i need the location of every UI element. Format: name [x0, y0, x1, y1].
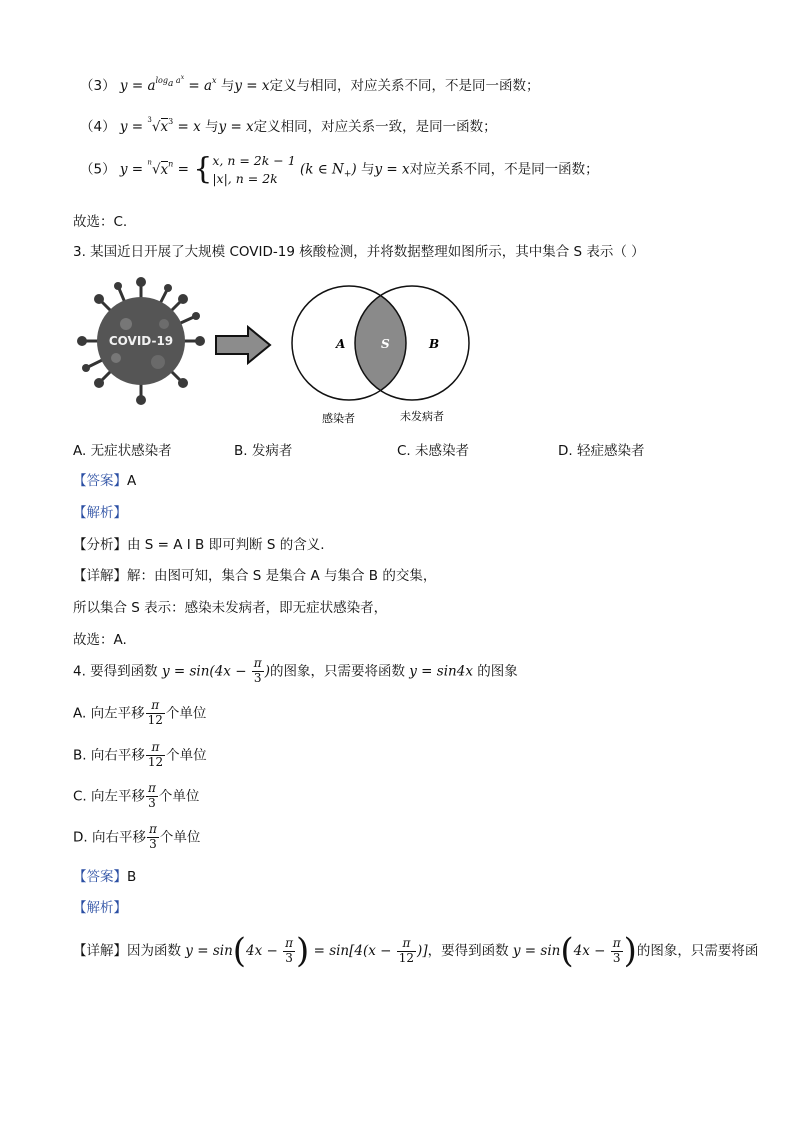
q3-option-c: C. 未感染者 — [397, 443, 470, 459]
q4-analysis-tag: 【解析】 — [73, 900, 127, 916]
q4-answer: 【答案】B — [73, 869, 137, 885]
venn-caption-right: 未发病者 — [400, 410, 444, 423]
q3-analysis-tag: 【解析】 — [73, 505, 127, 521]
q3-line2: 所以集合 S 表示：感染未发病者，即无症状感染者， — [73, 600, 388, 616]
q4-xiangjie: 【详解】因为函数 y = sin(4x − $\frac{\pi}{3}$ ) = sin[4(x − $\frac{\pi}{12}$ )]，要得到函数 y = sin(4x − $\frac{\pi}{3}$ )的图象，只需要将函 — [73, 931, 759, 971]
q3-option-a: A. 无症状感染者 — [73, 443, 172, 459]
covid-virus-image — [76, 276, 206, 406]
q3-final: 故选：A. — [73, 632, 127, 648]
venn-label-a: A — [336, 337, 346, 351]
q3-option-d: D. 轻症感染者 — [558, 443, 645, 459]
q4-option-c: C. 向左平移 $\frac{\pi}{3}$ 个单位 — [73, 781, 200, 810]
q4-option-d: D. 向右平移 $\frac{\pi}{3}$ 个单位 — [73, 822, 201, 851]
q3-xiangjie: 【详解】解：由图可知，集合 S 是集合 A 与集合 B 的交集， — [73, 568, 437, 584]
q3-stem: 3. 某国近日开展了大规模 COVID-19 核酸检测，并将数据整理如图所示，其中集合 S 表示（ ） — [73, 244, 645, 260]
venn-caption-left: 感染者 — [322, 412, 355, 425]
q3-fenxi: 【分析】由 S = A I B 即可判断 S 的含义. — [73, 537, 325, 553]
virus-label: COVID-19 — [108, 334, 174, 348]
item-5-line: （5） $y = ^n√x^n = \{x$, n = 2k − 1 |x|, n = 2k (k ∈ $N_+$) 与y = x对应关系不同，不是同一函数； — [80, 151, 599, 187]
venn-label-s: S — [381, 337, 390, 351]
q4-option-a: A. 向左平移 $\frac{\pi}{12}$ 个单位 — [73, 698, 207, 727]
prev-answer: 故选：C. — [73, 214, 128, 230]
right-arrow-icon — [214, 325, 272, 365]
q3-answer: 【答案】A — [73, 473, 137, 489]
venn-diagram — [278, 282, 493, 430]
item-4-line: （4） $y = ^3√x^3 = x$ 与y = x定义相同，对应关系一致，是同一函数； — [80, 116, 497, 135]
q4-option-b: B. 向右平移 $\frac{\pi}{12}$ 个单位 — [73, 740, 207, 769]
q4-stem: 4. 要得到函数 y = sin(4x − $\frac{\pi}{3}$ )的图象，只需要将函数 y = sin4x 的图象 — [73, 656, 518, 685]
item-3-line: （3） $y = a^{loga a^x} = a^x$ 与y = x定义与相同，对应关系不同，不是同一函数； — [80, 74, 540, 94]
venn-label-b: B — [429, 337, 440, 351]
q3-option-b: B. 发病者 — [234, 443, 293, 459]
